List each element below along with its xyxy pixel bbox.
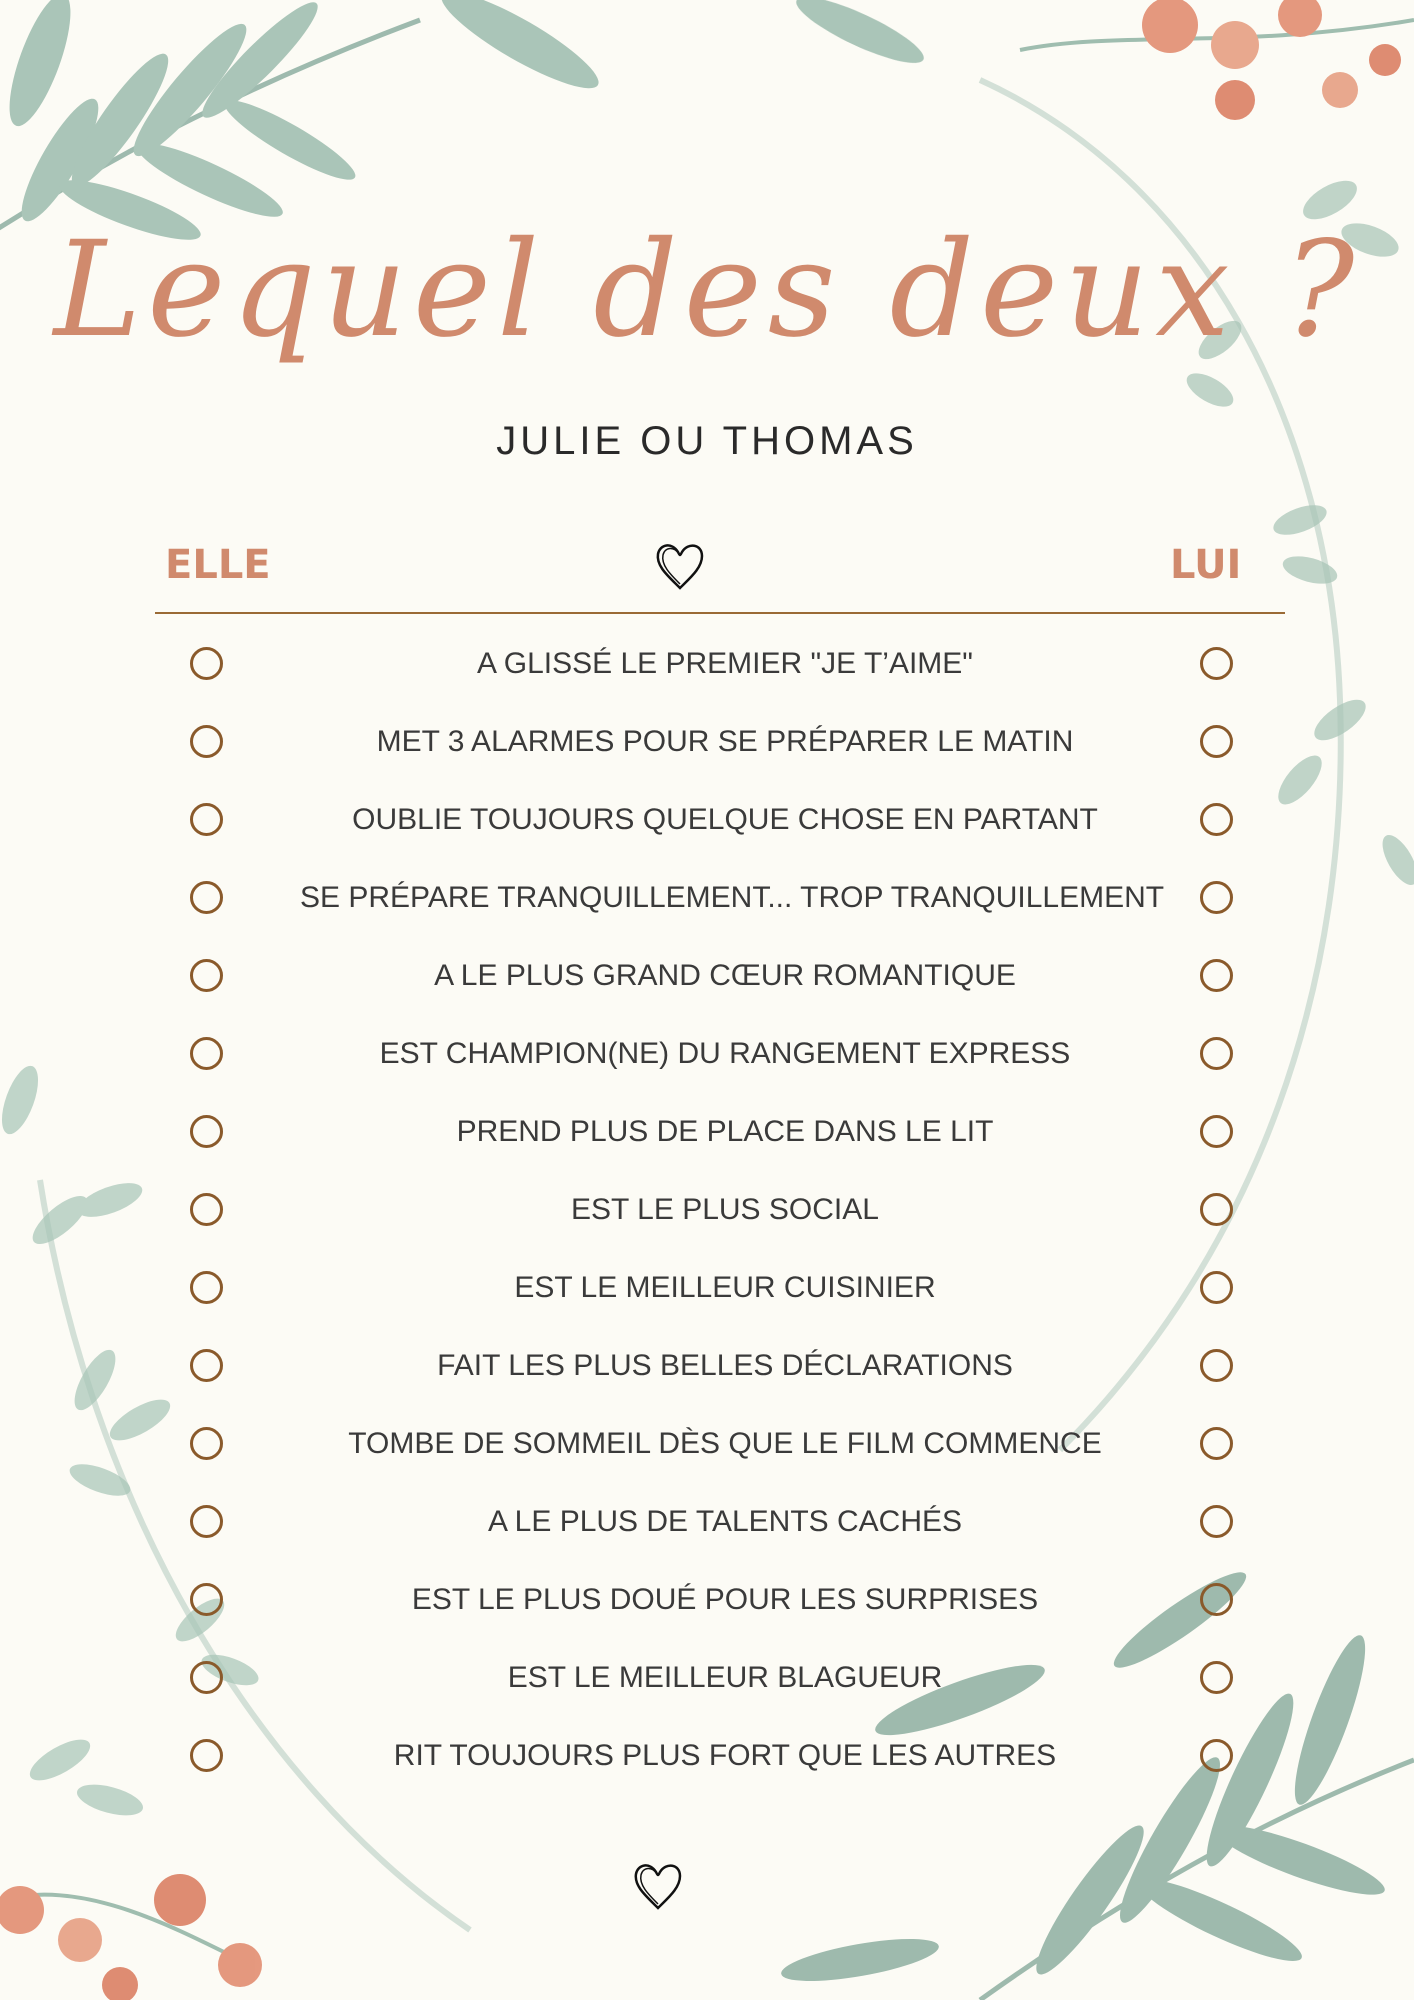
statement-row <box>0 1722 1414 1800</box>
statement-row <box>0 1098 1414 1176</box>
elle-checkbox[interactable] <box>190 881 223 914</box>
lui-checkbox[interactable] <box>1200 1583 1233 1616</box>
statement-text: TOMBE DE SOMMEIL DÈS QUE LE FILM COMMENCE <box>348 1427 1102 1460</box>
lui-checkbox[interactable] <box>1200 803 1233 836</box>
lui-checkbox[interactable] <box>1200 1115 1233 1148</box>
lui-checkbox[interactable] <box>1200 1427 1233 1460</box>
statement-row <box>0 1566 1414 1644</box>
elle-checkbox[interactable] <box>190 1661 223 1694</box>
statement-row <box>0 786 1414 864</box>
statement-text: A LE PLUS GRAND CŒUR ROMANTIQUE <box>434 959 1016 992</box>
statement-text: EST CHAMPION(NE) DU RANGEMENT EXPRESS <box>379 1037 1071 1070</box>
elle-checkbox[interactable] <box>190 1427 223 1460</box>
header-divider <box>155 612 1285 614</box>
statement-text: PREND PLUS DE PLACE DANS LE LIT <box>456 1115 994 1148</box>
lui-checkbox[interactable] <box>1200 1739 1233 1772</box>
statement-text: SE PRÉPARE TRANQUILLEMENT... TROP TRANQUILLEMENT <box>300 881 1165 914</box>
elle-checkbox[interactable] <box>190 1505 223 1538</box>
lui-checkbox[interactable] <box>1200 1037 1233 1070</box>
elle-checkbox[interactable] <box>190 1193 223 1226</box>
elle-checkbox[interactable] <box>190 1739 223 1772</box>
statement-row <box>0 942 1414 1020</box>
statement-row <box>0 1020 1414 1098</box>
flower-decoration-bottom-left <box>0 1874 262 2000</box>
elle-checkbox[interactable] <box>190 1271 223 1304</box>
subtitle: JULIE OU THOMAS <box>496 419 918 463</box>
statement-text: FAIT LES PLUS BELLES DÉCLARATIONS <box>437 1349 1013 1382</box>
elle-checkbox[interactable] <box>190 1115 223 1148</box>
lui-checkbox[interactable] <box>1200 1193 1233 1226</box>
statement-text: EST LE PLUS SOCIAL <box>571 1193 879 1226</box>
statement-text: A LE PLUS DE TALENTS CACHÉS <box>487 1505 963 1538</box>
statement-row <box>0 630 1414 708</box>
elle-checkbox[interactable] <box>190 959 223 992</box>
statement-text: MET 3 ALARMES POUR SE PRÉPARER LE MATIN <box>376 725 1074 758</box>
statement-list <box>0 630 1414 1800</box>
lui-checkbox[interactable] <box>1200 959 1233 992</box>
statement-row <box>0 864 1414 942</box>
elle-checkbox[interactable] <box>190 1583 223 1616</box>
statement-row <box>0 1176 1414 1254</box>
elle-checkbox[interactable] <box>190 647 223 680</box>
statement-row <box>0 1254 1414 1332</box>
statement-row <box>0 1410 1414 1488</box>
lui-checkbox[interactable] <box>1200 881 1233 914</box>
lui-checkbox[interactable] <box>1200 1271 1233 1304</box>
statement-text: OUBLIE TOUJOURS QUELQUE CHOSE EN PARTANT <box>352 803 1098 836</box>
statement-row <box>0 1644 1414 1722</box>
lui-checkbox[interactable] <box>1200 725 1233 758</box>
heart-icon <box>650 536 710 596</box>
heart-icon <box>628 1856 688 1916</box>
statement-text: A GLISSÉ LE PREMIER "JE T’AIME" <box>477 647 973 680</box>
lui-checkbox[interactable] <box>1200 1505 1233 1538</box>
lui-checkbox[interactable] <box>1200 647 1233 680</box>
statement-row <box>0 708 1414 786</box>
statement-row <box>0 1332 1414 1410</box>
statement-text: RIT TOUJOURS PLUS FORT QUE LES AUTRES <box>393 1739 1057 1772</box>
statement-row <box>0 1488 1414 1566</box>
column-header-lui: LUI <box>1170 542 1242 588</box>
page-title: Lequel des deux ? <box>53 213 1361 367</box>
column-header-elle: ELLE <box>165 542 271 588</box>
elle-checkbox[interactable] <box>190 803 223 836</box>
lui-checkbox[interactable] <box>1200 1661 1233 1694</box>
statement-text: EST LE PLUS DOUÉ POUR LES SURPRISES <box>411 1583 1039 1616</box>
flower-decoration-top-right <box>1020 0 1414 120</box>
elle-checkbox[interactable] <box>190 1037 223 1070</box>
lui-checkbox[interactable] <box>1200 1349 1233 1382</box>
elle-checkbox[interactable] <box>190 725 223 758</box>
statement-text: EST LE MEILLEUR CUISINIER <box>514 1271 936 1304</box>
statement-text: EST LE MEILLEUR BLAGUEUR <box>507 1661 943 1694</box>
elle-checkbox[interactable] <box>190 1349 223 1382</box>
